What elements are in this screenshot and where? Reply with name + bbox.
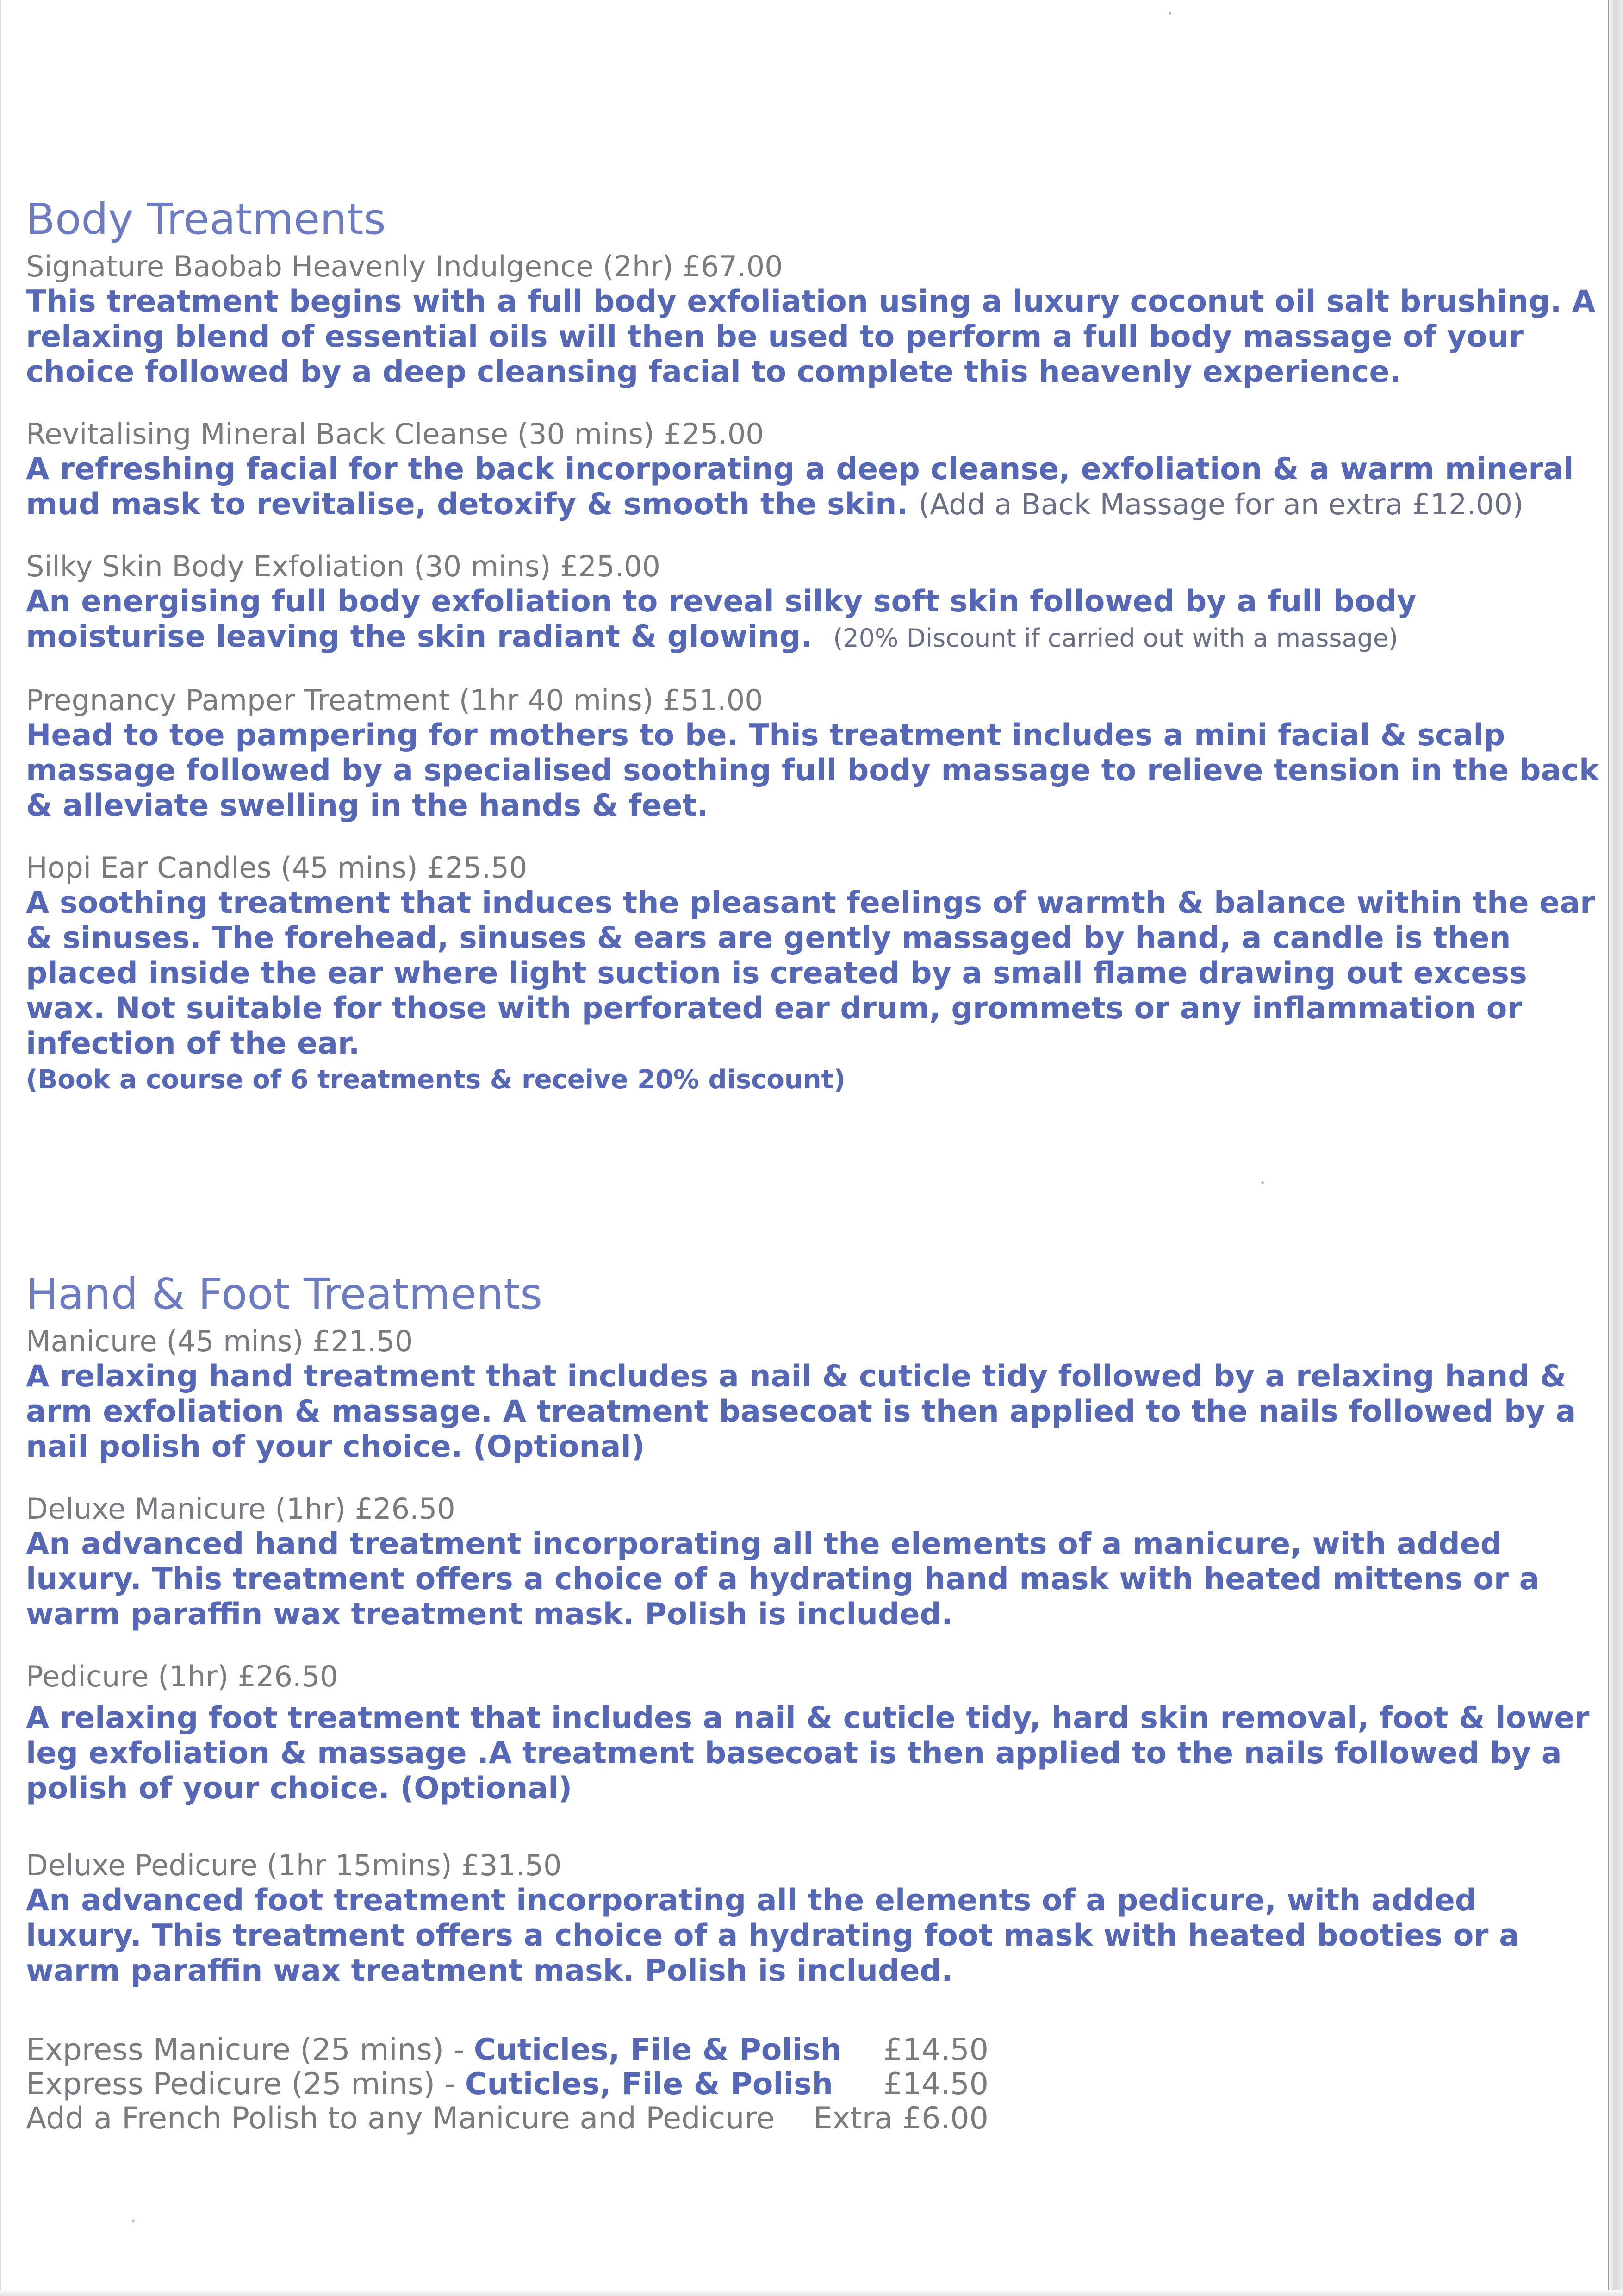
treatment-entry — [26, 850, 1599, 1098]
treatment-name: Silky Skin Body Exfoliation (30 mins) £25.00 — [26, 549, 660, 583]
treatment-description: A relaxing foot treatment that includes a nail & cuticle tidy, hard skin removal, foot & lower leg exfoliation & massage .A treatment basecoat is then applied to the nails followed by a polish of your choice. (Optional) — [26, 1701, 1590, 1806]
hand-foot-treatments-section — [26, 1268, 1599, 2136]
treatment-description — [26, 584, 1599, 656]
express-item-title: Add a French Polish to any Manicure and Pedicure — [26, 2101, 775, 2136]
treatment-description-text: An energising full body exfoliation to reveal silky soft skin followed by a full body moisturise leaving the skin radiant & glowing. — [26, 584, 1417, 654]
treatment-name: Manicure (45 mins) £21.50 — [26, 1324, 413, 1358]
treatment-name: Pregnancy Pamper Treatment (1hr 40 mins) £51.00 — [26, 683, 763, 717]
scan-speck — [132, 2220, 135, 2222]
treatment-name: Hopi Ear Candles (45 mins) £25.50 — [26, 851, 528, 885]
treatment-entry — [26, 249, 1599, 390]
treatment-entry — [26, 683, 1599, 824]
express-item-name — [26, 2033, 842, 2067]
express-item-title: Express Manicure (25 mins) - — [26, 2033, 474, 2067]
page-bottom-edge — [0, 2290, 1623, 2296]
treatment-description: An advanced foot treatment incorporating all the elements of a pedicure, with added luxury. This treatment offers a choice of a hydrating foot mask with heated booties or a warm paraffin wax treatment mask. Polish is included. — [26, 1883, 1519, 1988]
treatment-entry — [26, 417, 1599, 522]
section-heading: Body Treatments — [26, 194, 386, 244]
express-item-name — [26, 2067, 833, 2102]
express-item-title: Express Pedicure (25 mins) - — [26, 2067, 465, 2102]
express-item-name — [26, 2102, 775, 2136]
treatment-note: (20% Discount if carried out with a massage) — [833, 624, 1399, 653]
express-item-detail: Cuticles, File & Polish — [465, 2067, 833, 2102]
treatment-description: A relaxing hand treatment that includes a nail & cuticle tidy followed by a relaxing hand & arm exfoliation & massage. A treatment basecoat is then applied to the nails followed by a nail polish of your choice. (Optional) — [26, 1359, 1576, 1464]
treatment-name: Deluxe Pedicure (1hr 15mins) £31.50 — [26, 1848, 562, 1882]
express-item-price: £14.50 — [883, 2067, 989, 2102]
treatment-description-text: A refreshing facial for the back incorporating a deep cleanse, exfoliation & a warm mineral mud mask to revitalise, detoxify & smooth the skin. — [26, 452, 1574, 522]
treatment-description — [26, 452, 1599, 522]
treatment-entry — [26, 1659, 1599, 1806]
page-left-edge — [0, 0, 1, 2296]
treatment-entry — [26, 1491, 1599, 1632]
express-item-detail: Cuticles, File & Polish — [473, 2033, 842, 2067]
treatment-description: This treatment begins with a full body exfoliation using a luxury coconut oil salt brushing. A relaxing blend of essential oils will then be used to perform a full body massage of your choice followed by a deep cleansing facial to complete this heavenly experience. — [26, 284, 1596, 389]
page-right-edge — [1608, 0, 1623, 2296]
treatment-entry — [26, 549, 1599, 656]
express-row — [26, 2067, 1599, 2102]
treatment-description: An advanced hand treatment incorporating all the elements of a manicure, with added luxury. This treatment offers a choice of a hydrating hand mask with heated mittens or a warm paraffin wax treatment mask. Polish is included. — [26, 1527, 1540, 1632]
treatment-name: Pedicure (1hr) £26.50 — [26, 1660, 338, 1693]
body-treatments-section — [26, 193, 1599, 1125]
express-price-list — [26, 2033, 1599, 2136]
treatment-name: Revitalising Mineral Back Cleanse (30 mins) £25.00 — [26, 417, 764, 451]
scan-speck — [1261, 1181, 1264, 1184]
treatment-name: Signature Baobab Heavenly Indulgence (2hr) £67.00 — [26, 250, 783, 283]
treatment-description: A soothing treatment that induces the pleasant feelings of warmth & balance within the ear & sinuses. The forehead, sinuses & ears are gently massaged by hand, a candle is then placed inside the ear where light suction is created by a small flame drawing out excess wax. Not suitable for those with perforated ear drum, grommets or any inflammation or infection of the ear. — [26, 886, 1595, 1061]
express-item-price: £14.50 — [883, 2033, 989, 2067]
treatment-note: (Book a course of 6 treatments & receive 20% discount) — [26, 1065, 846, 1095]
scan-speck — [1169, 12, 1171, 15]
treatment-description: Head to toe pampering for mothers to be. This treatment includes a mini facial & scalp massage followed by a specialised soothing full body massage to relieve tension in the back & alleviate swelling in the hands & feet. — [26, 718, 1599, 823]
treatment-note: (Add a Back Massage for an extra £12.00) — [918, 487, 1524, 521]
express-row — [26, 2033, 1599, 2067]
section-heading: Hand & Foot Treatments — [26, 1269, 543, 1319]
express-row — [26, 2102, 1599, 2136]
treatment-entry — [26, 1848, 1599, 1989]
treatment-name: Deluxe Manicure (1hr) £26.50 — [26, 1492, 455, 1526]
express-item-price: Extra £6.00 — [813, 2101, 989, 2136]
treatment-entry — [26, 1324, 1599, 1465]
